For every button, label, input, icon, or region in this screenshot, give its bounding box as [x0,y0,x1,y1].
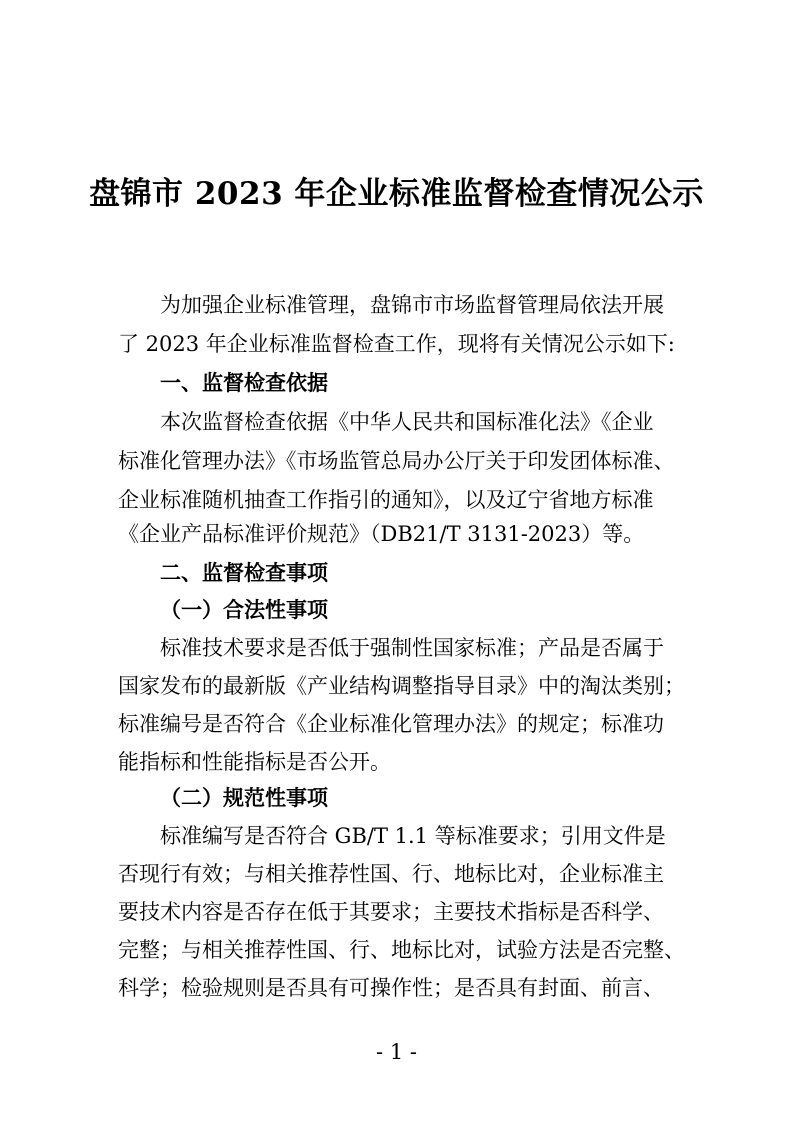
body-line: 为加强企业标准管理，盘锦市市场监督管理局依法开展 [160,293,664,317]
body-line: 国家发布的最新版《产业结构调整指导目录》中的淘汰类别； [118,674,685,698]
body-line: 了 2023 年企业标准监督检查工作，现将有关情况公示如下: [118,332,675,356]
body-line: 标准编号是否符合《企业标准化管理办法》的规定；标准功 [118,712,664,736]
body-line: 标准化管理办法》《市场监管总局办公厅关于印发团体标准、 [118,449,675,473]
page-number: - 1 - [376,1040,417,1064]
section-heading: 一、监督检查依据 [160,370,328,395]
body-line: 《企业产品标准评价规范》（DB21/T 3131-2023）等。 [118,522,645,546]
body-line: 要技术内容是否存在低于其要求；主要技术指标是否科学、 [118,900,664,924]
body-line: 能指标和性能指标是否公开。 [118,750,391,774]
body-line: 完整；与相关推荐性国、行、地标比对，试验方法是否完整、 [118,938,685,962]
body-line: 科学；检验规则是否具有可操作性；是否具有封面、前言、 [118,976,664,1000]
section-heading: 二、监督检查事项 [160,560,328,585]
body-line: 标准技术要求是否低于强制性国家标准；产品是否属于 [160,636,664,660]
body-line: 本次监督检查依据《中华人民共和国标准化法》《企业 [160,410,654,434]
subsection-heading: （二）规范性事项 [160,785,328,810]
body-line: 企业标准随机抽查工作指引的通知》，以及辽宁省地方标准 [118,488,654,512]
body-line: 标准编写是否符合 GB/T 1.1 等标准要求；引用文件是 [160,824,666,848]
document-title: 盘锦市 2023 年企业标准监督检查情况公示 [89,176,704,212]
subsection-heading: （一）合法性事项 [160,597,328,622]
body-line: 否现行有效；与相关推荐性国、行、地标比对，企业标准主 [118,862,664,886]
